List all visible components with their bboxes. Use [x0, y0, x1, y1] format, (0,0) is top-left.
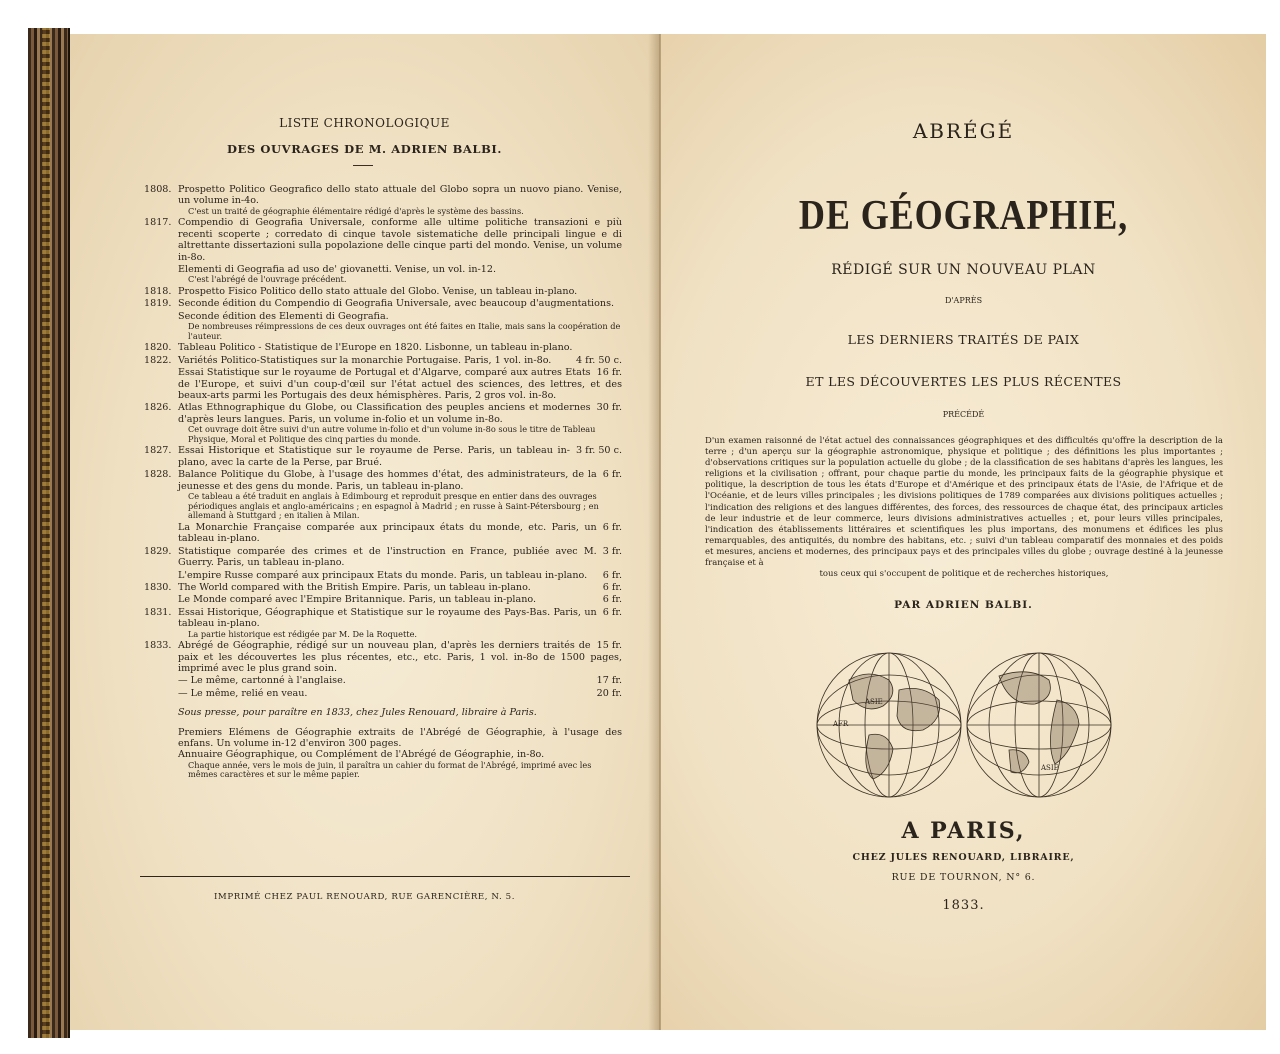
work-title: — Le même, relié en veau. — [178, 687, 308, 699]
work-entry — [144, 311, 622, 342]
work-title: The World compared with the British Empire. Paris, un tableau in-plano. — [178, 581, 531, 593]
footer-rule — [140, 876, 630, 877]
work-year: 1826. — [144, 402, 172, 414]
work-description — [178, 570, 622, 581]
work-title: L'empire Russe comparé aux principaux Etats du monde. Paris, un tableau in-plano. — [178, 569, 588, 581]
work-title: La Monarchie Française comparée aux principaux états du monde, etc. Paris, un tableau in-plano. — [178, 521, 597, 545]
premiers-elemens-entry: Premiers Elémens de Géographie extraits de l'Abrégé de Géographie, à l'usage des enfans. Un volume in-12 d'environ 300 pages. — [178, 726, 622, 749]
dapres-line: D'APRÈS — [944, 296, 983, 305]
work-description — [178, 184, 622, 207]
annuaire-note: Chaque année, vers le mois de juin, il paraîtra un cahier du format de l'Abrégé, imprimé avec les mêmes caractères et sur le même papier. — [188, 759, 592, 780]
work-description — [178, 342, 622, 353]
work-year: 1827. — [144, 445, 172, 457]
work-entry — [144, 286, 622, 297]
work-note: Ce tableau a été traduit en anglais à Edimbourg et reproduit presque en entier dans des ouvrages périodiques anglais et anglo-américains ; en espagnol à Madrid ; en russe à Saint-Pétersbourg ; en allemand à Stuttgard ; en italien à Milan. — [188, 491, 599, 521]
work-title: Prospetto Politico Geografico dello stato attuale del Globo sopra un nuovo piano. Venise, un volume in-4o. — [178, 184, 622, 207]
sous-presse-line: Sous presse, pour paraître en 1833, chez Jules Renouard, libraire à Paris. — [178, 707, 537, 719]
work-description — [178, 217, 622, 263]
work-entry — [144, 582, 622, 593]
work-year: 1817. — [144, 217, 172, 229]
subtitle: RÉDIGÉ SUR UN NOUVEAU PLAN — [831, 262, 1096, 278]
work-entry — [144, 445, 622, 468]
work-title: Variétés Politico-Statistiques sur la monarchie Portugaise. Paris, 1 vol. in-8o. — [178, 354, 552, 366]
work-description — [178, 594, 622, 605]
book-spine — [28, 28, 70, 1038]
globe-label-asie-2: ASIE — [1041, 764, 1059, 772]
work-price: 3 fr. — [602, 545, 622, 557]
work-price: 20 fr. — [596, 687, 622, 699]
work-title: Essai Statistique sur le royaume de Portugal et d'Algarve, comparé aux autres Etats de l'Europe, et suivi d'un coup-d'œil sur l'état actuel des sciences, des lettres, et des beaux-arts parmi les Portugais des deux hémisphères. Paris, 2 gros vol. in-8o. — [178, 367, 622, 402]
work-year: 1833. — [144, 640, 172, 652]
globe-label-afr: AFR — [833, 720, 849, 728]
work-description — [178, 640, 622, 674]
title-page — [660, 34, 1266, 1030]
work-description — [178, 402, 622, 425]
work-description — [178, 582, 622, 593]
work-entry — [144, 367, 622, 401]
imprint-place: A PARIS, — [901, 818, 1026, 844]
work-title: Elementi di Geografia ad uso de' giovanetti. Venise, un vol. in-12. — [178, 264, 497, 276]
open-book — [28, 28, 1268, 1038]
work-year: 1822. — [144, 354, 172, 366]
work-entry — [144, 298, 622, 309]
work-price: 6 fr. — [602, 606, 622, 618]
work-year: 1808. — [144, 184, 172, 195]
work-description — [178, 355, 622, 366]
description-text: D'un examen raisonné de l'état actuel des connaissances géographiques et des difficultés qu'offre la description de la terre ; d'un aperçu sur la géographie astronomique, physique et politique ; des définitions les plus importantes ; d'observations critiques sur la population actuelle du globe ; de la classification de ses habitans d'après les langues, les religions et la civilisation ; offrant, pour chaque partie du monde, les principaux faits de la géographie physique et politique, la description de tous les états d'Europe et d'Amérique et des principaux états de l'Asie, de l'Afrique et de l'Océanie, et de leurs villes principales ; les divisions politiques de 1789 comparées aux divisions politiques actuelles ; l'indication des religions et des langues différentes, des forces, des ressources de chaque état, des principaux articles de leur industrie et de leur commerce, leurs divisions administratives actuelles ; et, pour leurs villes principales, l'indication des établissements littéraires et scientifiques les plus importans, des monumens et édifices les plus remarquables, des antiquités, du nombre des habitans, etc. ; suivi d'un tableau comparatif des monnaies et des poids et mesures, anciens et modernes, des principaux pays et des principales villes du globe ; ouvrage destiné à la jeunesse française et à — [705, 436, 1223, 569]
work-title: Compendio di Geografia Universale, conforme alle ultime politiche transazioni e più recenti scoperte ; corredato di cinque tavole sistematiche delle principali lingue e di altrettante dissertazioni sulla popolazione delle cinque parti del mondo. Venise, un volume in-8o. — [178, 217, 622, 263]
work-title: Essai Historique, Géographique et Statistique sur le royaume des Pays-Bas. Paris, un tableau in-plano. — [178, 606, 597, 630]
work-entry — [144, 607, 622, 639]
work-note: De nombreuses réimpressions de ces deux ouvrages ont été faites en Italie, mais sans la coopération de l'auteur. — [188, 321, 621, 341]
decouvertes-line: ET LES DÉCOUVERTES LES PLUS RÉCENTES — [805, 374, 1122, 389]
description-paragraph — [705, 436, 1223, 580]
work-year: 1831. — [144, 606, 172, 618]
work-entry — [144, 522, 622, 545]
work-price: 6 fr. — [602, 569, 622, 581]
work-description — [178, 286, 622, 297]
work-price: 15 fr. — [596, 640, 622, 652]
work-description — [178, 607, 622, 630]
work-year: 1828. — [144, 469, 172, 481]
work-entry — [144, 217, 622, 263]
work-entry — [144, 675, 622, 686]
imprint-street: RUE DE TOURNON, N° 6. — [891, 872, 1036, 883]
work-year: 1819. — [144, 298, 172, 310]
work-title: Essai Historique et Statistique sur le royaume de Perse. Paris, un tableau in-plano, avec la carte de la Perse, par Brué. — [178, 445, 570, 468]
work-year: 1820. — [144, 342, 172, 354]
work-description — [178, 522, 622, 545]
work-year: 1818. — [144, 286, 172, 298]
work-description — [178, 367, 622, 401]
globe-east-icon — [967, 653, 1111, 797]
work-note: C'est l'abrégé de l'ouvrage précédent. — [188, 274, 347, 285]
work-entry — [144, 184, 622, 216]
work-entry — [144, 355, 622, 366]
work-year: 1830. — [144, 581, 172, 593]
work-description — [178, 298, 622, 309]
work-price: 3 fr. 50 c. — [575, 445, 622, 457]
title-main: DE GÉOGRAPHIE, — [798, 193, 1129, 239]
work-description — [178, 688, 622, 699]
heading-rule — [353, 165, 373, 166]
left-page — [70, 34, 660, 1030]
work-note: C'est un traité de géographie élémentaire rédigé d'après le système des bassins. — [188, 205, 524, 216]
work-price: 4 fr. 50 c. — [575, 354, 622, 366]
work-description — [178, 445, 622, 468]
work-note: La partie historique est rédigée par M. De la Roquette. — [188, 628, 418, 639]
work-title: Balance Politique du Globe, à l'usage des hommes d'état, des administrateurs, de la jeunesse et des gens du monde. Paris, un tableau in-plano. — [178, 469, 597, 492]
list-subheading: DES OUVRAGES DE M. ADRIEN BALBI. — [226, 142, 502, 156]
globe-label-asie-1: ASIE — [865, 698, 883, 706]
work-entry — [144, 570, 622, 581]
annuaire-entry: Annuaire Géographique, ou Complément de l'Abrégé de Géographie, in-8o. — [178, 749, 545, 761]
work-title: Tableau Politico - Statistique de l'Europe en 1820. Lisbonne, un tableau in-plano. — [178, 342, 573, 354]
list-heading: LISTE CHRONOLOGIQUE — [279, 116, 450, 130]
work-price: 6 fr. — [602, 469, 622, 481]
imprint-year: 1833. — [942, 898, 985, 913]
work-title: Seconde édition du Compendio di Geografia Universale, avec beaucoup d'augmentations. — [178, 298, 615, 310]
work-title: Seconde édition des Elementi di Geografia. — [178, 310, 389, 322]
work-entry — [144, 546, 622, 569]
traites-line: LES DERNIERS TRAITÉS DE PAIX — [847, 332, 1080, 347]
work-description — [178, 546, 622, 569]
work-title: Atlas Ethnographique du Globe, ou Classification des peuples anciens et modernes d'après leurs langues. Paris, un volume in-folio et un volume in-8o. — [178, 402, 591, 425]
work-title: Abrégé de Géographie, rédigé sur un nouveau plan, d'après les derniers traités de paix et les découvertes les plus récentes, etc., etc. Paris, 1 vol. in-8o de 1500 pages, imprimé avec le plus grand soin. — [178, 640, 622, 674]
work-price: 16 fr. — [596, 367, 622, 379]
description-last-line: tous ceux qui s'occupent de politique et de recherches historiques, — [819, 569, 1109, 580]
work-entry — [144, 469, 622, 521]
author-line: PAR ADRIEN BALBI. — [894, 599, 1033, 611]
work-entry — [144, 640, 622, 674]
title-abrege: ABRÉGÉ — [912, 119, 1015, 143]
work-price: 6 fr. — [602, 594, 622, 606]
work-title: Prospetto Fisico Politico dello stato attuale del Globo. Venise, un tableau in-plano. — [178, 286, 578, 298]
work-price: 17 fr. — [596, 675, 622, 687]
entries-container — [144, 184, 622, 699]
work-entry — [144, 264, 622, 285]
work-entry — [144, 402, 622, 444]
work-price: 30 fr. — [596, 402, 622, 414]
work-entry — [144, 342, 622, 353]
work-note: Cet ouvrage doit être suivi d'un autre volume in-folio et d'un volume in-8o sous le titre de Tableau Physique, Moral et Politique des cinq parties du monde. — [188, 424, 596, 444]
imprint-publisher: CHEZ JULES RENOUARD, LIBRAIRE, — [852, 852, 1075, 863]
work-entry — [144, 688, 622, 699]
work-price: 6 fr. — [602, 521, 622, 533]
work-description — [178, 675, 622, 686]
printer-imprint: IMPRIMÉ CHEZ PAUL RENOUARD, RUE GARENCIÈRE, N. 5. — [213, 892, 516, 902]
globes-illustration — [809, 640, 1119, 810]
work-title: — Le même, cartonné à l'anglaise. — [178, 675, 346, 687]
works-list — [144, 184, 622, 780]
work-title: Le Monde comparé avec l'Empire Britannique. Paris, un tableau in-plano. — [178, 594, 537, 606]
work-title: Statistique comparée des crimes et de l'instruction en France, publiée avec M. Guerry. Paris, un tableau in-plano. — [178, 545, 597, 569]
work-description — [178, 469, 622, 492]
work-entry — [144, 594, 622, 605]
work-year: 1829. — [144, 545, 172, 557]
precede-line: PRÉCÉDÉ — [942, 410, 985, 419]
work-price: 6 fr. — [602, 581, 622, 593]
